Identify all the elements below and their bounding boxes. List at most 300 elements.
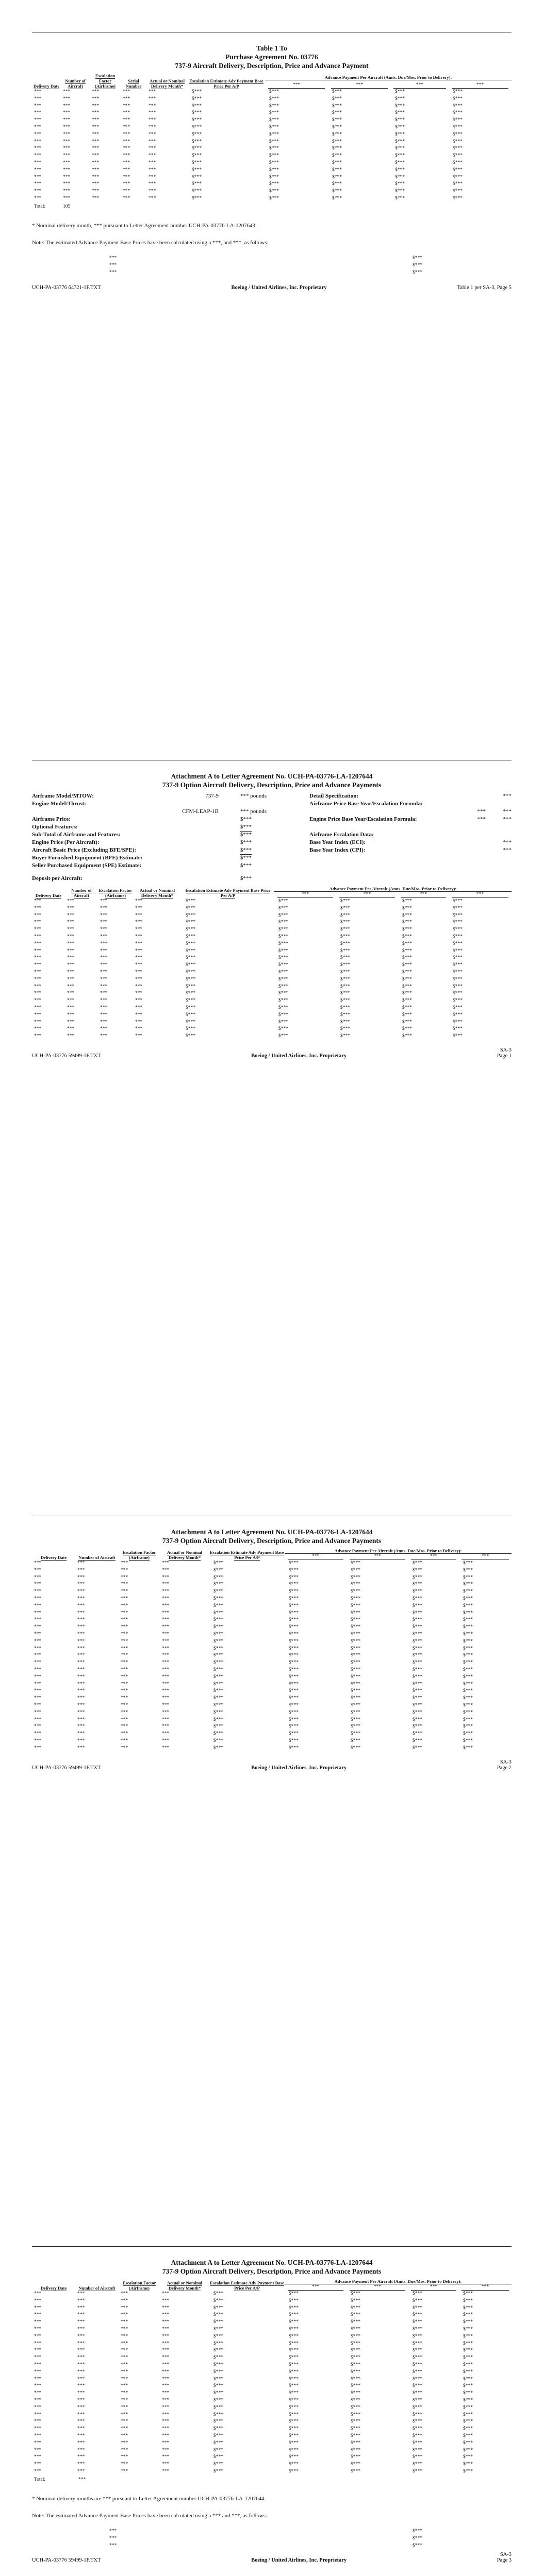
table-cell: $***: [402, 1033, 412, 1039]
table-cell: ***: [34, 131, 42, 137]
table-cell: ***: [162, 2312, 170, 2318]
table-body: [32, 898, 512, 1040]
table-cell: ***: [162, 1731, 170, 1737]
title-line: 737-9 Option Aircraft Delivery, Description, Price and Advance Payments: [162, 2267, 382, 2275]
table-cell: $***: [413, 1696, 422, 1701]
table-cell: ***: [121, 1631, 128, 1637]
table-cell: ***: [123, 160, 130, 165]
table-cell: $***: [453, 124, 463, 130]
estimate-label: ***: [109, 262, 117, 268]
spec-label: Sub-Total of Airframe and Features:: [32, 832, 121, 838]
table-cell: $***: [289, 1660, 299, 1666]
table-cell: $***: [413, 2298, 422, 2303]
table-cell: ***: [135, 1005, 143, 1010]
table-cell: $***: [402, 1019, 412, 1025]
table-cell: ***: [100, 1033, 108, 1039]
table-row: [32, 2305, 512, 2312]
table-cell: $***: [278, 969, 288, 975]
table-cell: ***: [121, 1567, 128, 1573]
table-cell: ***: [63, 131, 71, 137]
page-footer: [32, 2552, 512, 2563]
table-cell: ***: [121, 2440, 128, 2446]
table-cell: ***: [34, 2326, 42, 2332]
footer-proprietary: Boeing / United Airlines, Inc. Proprietary: [251, 1765, 347, 1771]
table-cell: ***: [100, 934, 108, 939]
table-cell: $***: [351, 1596, 360, 1601]
table-cell: ***: [121, 1688, 128, 1694]
table-cell: $***: [186, 1019, 195, 1025]
table-cell: $***: [463, 1610, 473, 1616]
table-cell: ***: [77, 1646, 85, 1651]
footer-sa: SA-3: [500, 1759, 512, 1765]
table-row: [32, 1019, 512, 1026]
table-cell: $***: [453, 110, 463, 116]
table-cell: $***: [351, 2333, 360, 2339]
table-cell: $***: [186, 969, 195, 975]
table-cell: ***: [77, 1603, 85, 1608]
table-cell: ***: [162, 1717, 170, 1722]
table-cell: $***: [289, 1745, 299, 1751]
table-cell: $***: [289, 1702, 299, 1708]
table-cell: $***: [340, 976, 350, 982]
table-cell: ***: [121, 2454, 128, 2460]
table-cell: $***: [213, 1745, 223, 1751]
table-cell: $***: [278, 1026, 288, 1032]
table-cell: $***: [340, 920, 350, 925]
table-cell: ***: [123, 153, 130, 159]
table-cell: ***: [34, 1012, 42, 1018]
table-cell: $***: [269, 139, 279, 144]
table-cell: ***: [77, 1674, 85, 1680]
table-cell: ***: [100, 984, 108, 989]
table-cell: $***: [351, 1617, 360, 1623]
table-cell: ***: [34, 1019, 42, 1025]
table-cell: $***: [213, 1624, 223, 1630]
table-cell: $***: [453, 167, 463, 173]
table-cell: $***: [453, 927, 463, 933]
table-cell: $***: [463, 2412, 473, 2417]
table-cell: $***: [463, 1631, 473, 1637]
table-cell: $***: [402, 1026, 412, 1032]
table-cell: $***: [463, 1717, 473, 1722]
table-cell: $***: [463, 1589, 473, 1595]
table-cell: ***: [34, 2305, 42, 2311]
detail-spec-value: ***: [503, 793, 512, 799]
table-cell: ***: [34, 984, 42, 989]
spec-value: *** pounds: [240, 808, 267, 815]
table-cell: $***: [192, 146, 202, 151]
table-cell: ***: [34, 1589, 42, 1595]
table-cell: $***: [289, 1617, 299, 1623]
table-cell: $***: [413, 1638, 422, 1644]
table-cell: $***: [463, 2433, 473, 2438]
table-row: [32, 2298, 512, 2305]
table-cell: ***: [34, 934, 42, 939]
table-cell: ***: [100, 955, 108, 961]
table-cell: ***: [34, 1717, 42, 1722]
table-cell: $***: [340, 962, 350, 968]
spec-value: $***: [240, 816, 252, 822]
table-cell: ***: [67, 912, 75, 918]
table-cell: ***: [77, 2369, 85, 2375]
spec-row: [32, 823, 279, 831]
table-cell: $***: [340, 899, 350, 904]
table-cell: ***: [162, 1596, 170, 1601]
table-cell: $***: [463, 2348, 473, 2353]
col-escalation-estimate: Escalation Estimate Adv Payment Base Price Per A/P: [189, 78, 263, 89]
table-row: [32, 2312, 512, 2319]
table-cell: $***: [278, 948, 288, 954]
table-cell: ***: [121, 1610, 128, 1616]
table-cell: ***: [121, 1589, 128, 1595]
table-cell: $***: [351, 2341, 360, 2346]
table-cell: $***: [463, 1567, 473, 1573]
table-cell: $***: [278, 991, 288, 996]
table-cell: $***: [332, 174, 342, 180]
spec-value: $***: [240, 823, 252, 832]
table-row: [32, 2326, 512, 2333]
table-row: [32, 1652, 512, 1659]
table-cell: $***: [351, 2291, 360, 2296]
table-cell: ***: [100, 912, 108, 918]
table-cell: $***: [453, 146, 463, 151]
table-cell: $***: [395, 153, 405, 159]
col-number-of-aircraft: Number of Aircraft: [71, 888, 92, 898]
table-cell: $***: [413, 2462, 422, 2467]
table-cell: ***: [67, 927, 75, 933]
table-cell: $***: [413, 2376, 422, 2382]
table-cell: ***: [34, 2468, 42, 2474]
table-cell: ***: [123, 181, 130, 187]
table-cell: $***: [463, 1596, 473, 1601]
table-row: [32, 1638, 512, 1646]
table-cell: $***: [463, 2391, 473, 2396]
table-cell: $***: [351, 1567, 360, 1573]
table-cell: $***: [213, 1731, 223, 1737]
table-cell: ***: [77, 2376, 85, 2382]
table-row: [32, 1624, 512, 1631]
footer-page: Page 3: [497, 2557, 512, 2563]
table-cell: ***: [34, 1617, 42, 1623]
table-cell: $***: [213, 2319, 223, 2325]
table-cell: $***: [213, 2333, 223, 2339]
table-cell: $***: [278, 984, 288, 989]
table-cell: $***: [278, 920, 288, 925]
table-cell: ***: [121, 1624, 128, 1630]
table-cell: ***: [63, 153, 71, 159]
table-cell: $***: [269, 146, 279, 151]
note: Note: The estimated Advance Payment Base Prices have been calculated using a ***, and ***, as follows:: [32, 239, 269, 246]
table-cell: $***: [463, 1660, 473, 1666]
table-cell: $***: [453, 189, 463, 194]
table-cell: $***: [413, 1660, 422, 1666]
table-cell: $***: [213, 1610, 223, 1616]
table-cell: $***: [186, 976, 195, 982]
page-title: [32, 44, 512, 70]
table-cell: ***: [77, 1731, 85, 1737]
table-cell: $***: [413, 1674, 422, 1680]
table-cell: $***: [213, 1738, 223, 1743]
table-cell: ***: [162, 1603, 170, 1608]
table-cell: $***: [213, 1603, 223, 1608]
table-cell: ***: [121, 2412, 128, 2417]
table-row: [32, 2433, 512, 2440]
table-row: [32, 1723, 512, 1731]
table-cell: $***: [463, 1731, 473, 1737]
table-cell: ***: [162, 1646, 170, 1651]
table-cell: $***: [332, 181, 342, 187]
table-cell: ***: [123, 146, 130, 151]
table-cell: ***: [162, 1674, 170, 1680]
table-cell: $***: [453, 962, 463, 968]
table-cell: $***: [351, 2348, 360, 2353]
table-cell: ***: [34, 1709, 42, 1715]
table-cell: $***: [192, 174, 202, 180]
table-cell: $***: [351, 1589, 360, 1595]
table-cell: ***: [92, 96, 100, 101]
table-cell: $***: [351, 2326, 360, 2332]
table-cell: ***: [34, 2391, 42, 2396]
table-cell: $***: [192, 160, 202, 165]
table-cell: $***: [340, 1012, 350, 1018]
table-cell: $***: [289, 2341, 299, 2346]
table-cell: $***: [289, 2433, 299, 2438]
table-cell: $***: [413, 2440, 422, 2446]
spec-row: [32, 800, 279, 816]
page-footer: [32, 285, 512, 291]
title-line: 737-9 Aircraft Delivery, Description, Price and Advance Payment: [175, 62, 369, 70]
table-cell: ***: [34, 195, 42, 201]
table-cell: ***: [123, 139, 130, 144]
table-cell: $***: [413, 2404, 422, 2410]
table-cell: $***: [453, 153, 463, 159]
table-cell: $***: [413, 2369, 422, 2375]
table-cell: ***: [149, 189, 156, 194]
table-cell: $***: [395, 189, 405, 194]
footer-sa: SA-3: [500, 2551, 512, 2557]
spec-row: [32, 816, 279, 823]
col-delivery-month: Actual or Nominal Delivery Month*: [167, 2280, 203, 2291]
col-number-of-aircraft: Number of Aircraft: [78, 1555, 116, 1560]
table-cell: ***: [162, 1738, 170, 1743]
col-advance-payment-group: Advance Payment Per Aircraft (Amts. Due/Mos. Prior to Delivery):: [285, 1548, 512, 1554]
table-cell: $***: [213, 2454, 223, 2460]
page-footer: [32, 1047, 512, 1059]
table-cell: ***: [162, 1582, 170, 1587]
table-cell: $***: [289, 1624, 299, 1630]
table-cell: ***: [34, 1681, 42, 1687]
table-cell: $***: [413, 2397, 422, 2403]
table-cell: ***: [34, 1638, 42, 1644]
table-cell: ***: [67, 948, 75, 954]
table-cell: $***: [463, 1653, 473, 1658]
table-cell: ***: [77, 2383, 85, 2389]
table-cell: $***: [269, 131, 279, 137]
engine-base-label: Engine Price Base Year/Escalation Formula:: [309, 816, 417, 822]
spec-label: Engine Price (Per Aircraft):: [32, 839, 100, 845]
table-cell: $***: [351, 2454, 360, 2460]
table-cell: ***: [92, 167, 100, 173]
table-cell: $***: [186, 899, 195, 904]
table-cell: $***: [453, 1033, 463, 1039]
table-cell: $***: [463, 2454, 473, 2460]
table-cell: $***: [332, 153, 342, 159]
table-row: [32, 195, 512, 202]
airframe-base-label: Airframe Price Base Year/Escalation Formula:: [309, 801, 423, 807]
table-cell: $***: [395, 117, 405, 123]
table-row: [32, 1688, 512, 1695]
table-cell: $***: [463, 2291, 473, 2296]
table-cell: $***: [463, 1617, 473, 1623]
table-cell: ***: [121, 2319, 128, 2325]
spec-row: [32, 862, 279, 870]
option-table: [32, 1548, 512, 1752]
table-cell: $***: [289, 1561, 299, 1566]
table-row: [32, 2341, 512, 2348]
table-cell: $***: [213, 1589, 223, 1595]
note: Note: The estimated Advance Payment Base Prices have been calculated using a *** and ***, as follows:: [32, 2512, 267, 2519]
page-footer: [32, 1759, 512, 1771]
table-cell: ***: [100, 905, 108, 911]
table-cell: $***: [192, 96, 202, 101]
col-escalation-estimate: Escalation Estimate Adv Payment Base Price Per A/P: [210, 2280, 284, 2291]
table-cell: ***: [77, 1688, 85, 1694]
estimate-value: $***: [413, 2543, 422, 2548]
table-cell: ***: [67, 962, 75, 968]
table-cell: ***: [162, 2433, 170, 2438]
table-cell: $***: [453, 131, 463, 137]
footer-file: UCH-PA-03776 64721-1F.TXT: [32, 284, 101, 291]
table-cell: ***: [162, 2383, 170, 2389]
title-line: Table 1 To: [256, 44, 287, 52]
sub-header: ***: [459, 2284, 512, 2291]
table-cell: ***: [34, 1624, 42, 1630]
estimate-value: $***: [413, 255, 422, 261]
sub-header: ***: [265, 80, 328, 89]
table-row: [32, 1005, 512, 1012]
total-value: 105: [63, 204, 71, 209]
table-cell: $***: [413, 1709, 422, 1715]
table-cell: $***: [186, 1005, 195, 1010]
table-cell: $***: [463, 1745, 473, 1751]
table-cell: $***: [213, 2348, 223, 2353]
table-cell: $***: [463, 2404, 473, 2410]
table-cell: ***: [149, 89, 156, 94]
table-cell: ***: [77, 2305, 85, 2311]
table-cell: $***: [278, 976, 288, 982]
table-cell: $***: [453, 181, 463, 187]
table-cell: ***: [100, 1026, 108, 1032]
table-cell: ***: [121, 1702, 128, 1708]
table-cell: ***: [34, 991, 42, 996]
table-cell: ***: [162, 1638, 170, 1644]
table-cell: ***: [162, 1567, 170, 1573]
table-cell: $***: [351, 2319, 360, 2325]
table-body: [32, 1560, 512, 1752]
table-cell: $***: [213, 2419, 223, 2425]
table-cell: $***: [463, 1638, 473, 1644]
table-cell: $***: [213, 2447, 223, 2453]
table-cell: $***: [289, 2397, 299, 2403]
table-cell: $***: [340, 991, 350, 996]
table-cell: $***: [192, 153, 202, 159]
table-cell: $***: [413, 2362, 422, 2367]
table-cell: $***: [289, 2412, 299, 2417]
table-cell: $***: [351, 2468, 360, 2474]
table-cell: $***: [192, 131, 202, 137]
table-cell: ***: [77, 2468, 85, 2474]
table-cell: $***: [289, 2319, 299, 2325]
table-cell: ***: [121, 1667, 128, 1672]
col-advance-payment-group: Advance Payment Per Aircraft (Amts. Due/Mos. Prior to Delivery):: [265, 73, 512, 80]
table-cell: $***: [463, 2397, 473, 2403]
table-cell: $***: [351, 1688, 360, 1694]
table-cell: $***: [289, 2312, 299, 2318]
table-cell: $***: [278, 955, 288, 961]
table-cell: ***: [34, 139, 42, 144]
table-cell: ***: [67, 905, 75, 911]
airframe-base-year: ***: [477, 808, 486, 815]
table-cell: $***: [192, 103, 202, 109]
table-cell: ***: [63, 181, 71, 187]
table-row: [32, 1574, 512, 1582]
table-row: [32, 89, 512, 96]
table-cell: ***: [162, 2391, 170, 2396]
page-1: [32, 32, 512, 291]
table-cell: $***: [289, 2326, 299, 2332]
table-cell: $***: [463, 1696, 473, 1701]
table-cell: ***: [121, 1738, 128, 1743]
table-cell: $***: [395, 160, 405, 165]
table-cell: ***: [34, 189, 42, 194]
table-cell: $***: [413, 1646, 422, 1651]
table-cell: $***: [289, 1582, 299, 1587]
table-row: [32, 2418, 512, 2426]
table-cell: $***: [453, 969, 463, 975]
table-cell: $***: [340, 1019, 350, 1025]
table-cell: $***: [351, 1582, 360, 1587]
table-cell: $***: [289, 1653, 299, 1658]
table-cell: $***: [351, 2305, 360, 2311]
table-cell: $***: [213, 1709, 223, 1715]
footer-proprietary: Boeing / United Airlines, Inc. Proprietary: [231, 284, 327, 291]
spec-value: $***: [240, 832, 252, 838]
table-cell: ***: [162, 2355, 170, 2361]
table-cell: ***: [100, 976, 108, 982]
table-cell: $***: [351, 1745, 360, 1751]
footer-page: Table 1 per SA-3, Page 5: [457, 284, 512, 291]
table-cell: $***: [351, 2397, 360, 2403]
table-row: [32, 124, 512, 131]
table-cell: ***: [135, 948, 143, 954]
table-cell: $***: [395, 96, 405, 101]
table-cell: ***: [162, 2298, 170, 2303]
table-cell: ***: [162, 1667, 170, 1672]
table-row: [32, 188, 512, 195]
table-cell: ***: [162, 2454, 170, 2460]
table-cell: ***: [121, 1617, 128, 1623]
table-cell: $***: [453, 941, 463, 946]
table-cell: $***: [463, 2426, 473, 2432]
table-cell: ***: [34, 899, 42, 904]
table-cell: ***: [162, 1561, 170, 1566]
table-cell: $***: [192, 139, 202, 144]
table-cell: $***: [289, 2426, 299, 2432]
table-cell: $***: [289, 1631, 299, 1637]
table-cell: $***: [463, 1738, 473, 1743]
table-cell: $***: [289, 1681, 299, 1687]
table-cell: ***: [34, 941, 42, 946]
